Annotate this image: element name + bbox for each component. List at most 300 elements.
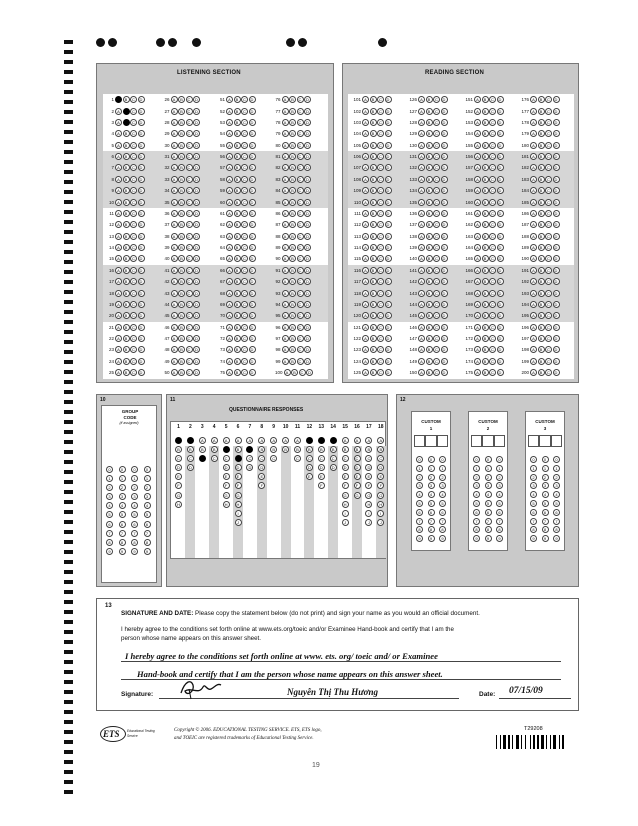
listening-answer-bubble[interactable]: A: [282, 233, 289, 240]
custom-bubble[interactable]: 2: [496, 474, 503, 481]
questionnaire-bubble[interactable]: I: [235, 510, 242, 517]
listening-answer-bubble[interactable]: A: [115, 108, 122, 115]
custom-bubble[interactable]: 6: [542, 509, 549, 516]
custom-bubble[interactable]: 1: [473, 465, 480, 472]
custom-bubble[interactable]: 0: [542, 456, 549, 463]
questionnaire-bubble[interactable]: D: [246, 464, 253, 471]
reading-answer-bubble[interactable]: D: [497, 164, 504, 171]
listening-answer-bubble[interactable]: B: [289, 221, 296, 228]
listening-answer-bubble[interactable]: C: [297, 324, 304, 331]
listening-answer-bubble[interactable]: A: [115, 369, 122, 376]
reading-answer-bubble[interactable]: D: [497, 358, 504, 365]
listening-answer-bubble[interactable]: D: [193, 335, 200, 342]
listening-answer-bubble[interactable]: D: [138, 290, 145, 297]
listening-answer-bubble[interactable]: C: [186, 267, 193, 274]
listening-answer-bubble[interactable]: D: [249, 324, 256, 331]
reading-answer-bubble[interactable]: D: [385, 187, 392, 194]
reading-answer-bubble[interactable]: B: [370, 142, 377, 149]
reading-answer-bubble[interactable]: D: [385, 233, 392, 240]
listening-answer-bubble[interactable]: B: [178, 153, 185, 160]
listening-answer-bubble[interactable]: D: [304, 244, 311, 251]
reading-answer-bubble[interactable]: A: [474, 233, 481, 240]
reading-answer-bubble[interactable]: B: [370, 290, 377, 297]
questionnaire-bubble[interactable]: H: [223, 501, 230, 508]
listening-answer-bubble[interactable]: D: [304, 346, 311, 353]
reading-answer-bubble[interactable]: A: [474, 130, 481, 137]
listening-answer-bubble[interactable]: D: [304, 153, 311, 160]
reading-answer-bubble[interactable]: C: [489, 312, 496, 319]
reading-answer-bubble[interactable]: A: [418, 358, 425, 365]
reading-answer-bubble[interactable]: A: [362, 199, 369, 206]
listening-answer-bubble[interactable]: D: [193, 187, 200, 194]
listening-answer-bubble[interactable]: B: [289, 164, 296, 171]
listening-answer-bubble[interactable]: D: [249, 255, 256, 262]
listening-answer-bubble[interactable]: A: [115, 187, 122, 194]
listening-answer-bubble[interactable]: B: [289, 108, 296, 115]
reading-answer-bubble[interactable]: B: [482, 244, 489, 251]
custom-bubble[interactable]: 6: [496, 509, 503, 516]
listening-answer-bubble[interactable]: C: [186, 301, 193, 308]
listening-answer-bubble[interactable]: D: [138, 176, 145, 183]
questionnaire-bubble[interactable]: G: [343, 492, 347, 498]
questionnaire-bubble[interactable]: H: [377, 501, 384, 508]
reading-answer-bubble[interactable]: B: [482, 358, 489, 365]
reading-answer-bubble[interactable]: C: [489, 335, 496, 342]
reading-answer-bubble[interactable]: B: [426, 244, 433, 251]
reading-answer-bubble[interactable]: C: [377, 221, 384, 228]
reading-answer-bubble[interactable]: D: [553, 210, 560, 217]
reading-answer-bubble[interactable]: B: [482, 187, 489, 194]
questionnaire-bubble[interactable]: C: [258, 455, 265, 462]
reading-answer-bubble[interactable]: B: [538, 358, 545, 365]
listening-answer-bubble[interactable]: A: [171, 96, 178, 103]
reading-answer-bubble[interactable]: A: [530, 369, 537, 376]
listening-answer-bubble[interactable]: D: [304, 221, 311, 228]
custom-bubble[interactable]: 5: [530, 500, 537, 507]
reading-answer-bubble[interactable]: B: [538, 244, 545, 251]
questionnaire-bubble[interactable]: D: [235, 464, 242, 471]
listening-answer-bubble[interactable]: A: [282, 142, 289, 149]
questionnaire-bubble[interactable]: B: [342, 446, 349, 453]
group-code-bubble[interactable]: 4: [119, 502, 126, 509]
questionnaire-bubble[interactable]: A: [377, 437, 384, 444]
listening-answer-bubble[interactable]: D: [138, 210, 145, 217]
listening-answer-bubble[interactable]: A: [115, 164, 122, 171]
listening-answer-bubble[interactable]: A: [115, 290, 122, 297]
reading-answer-bubble[interactable]: D: [385, 290, 392, 297]
reading-answer-bubble[interactable]: C: [489, 324, 496, 331]
reading-answer-bubble[interactable]: C: [433, 278, 440, 285]
listening-answer-bubble[interactable]: B: [234, 267, 241, 274]
reading-answer-bubble[interactable]: D: [497, 187, 504, 194]
listening-answer-bubble[interactable]: C: [130, 255, 137, 262]
listening-answer-bubble[interactable]: B: [289, 142, 296, 149]
reading-answer-bubble[interactable]: A: [474, 346, 481, 353]
listening-answer-bubble[interactable]: A: [115, 176, 122, 183]
listening-answer-bubble[interactable]: C: [186, 164, 193, 171]
reading-answer-bubble[interactable]: B: [538, 335, 545, 342]
listening-answer-bubble[interactable]: B: [178, 335, 185, 342]
questionnaire-bubble[interactable]: B: [354, 446, 361, 453]
listening-answer-bubble[interactable]: C: [186, 96, 193, 103]
reading-answer-bubble[interactable]: C: [489, 130, 496, 137]
custom-bubble[interactable]: 5: [542, 500, 549, 507]
reading-answer-bubble[interactable]: D: [385, 164, 392, 171]
listening-answer-bubble[interactable]: B: [289, 301, 296, 308]
questionnaire-bubble[interactable]: E: [342, 473, 349, 480]
reading-answer-bubble[interactable]: C: [433, 210, 440, 217]
reading-answer-bubble[interactable]: C: [489, 369, 496, 376]
listening-answer-bubble[interactable]: D: [249, 233, 256, 240]
reading-answer-bubble[interactable]: B: [426, 221, 433, 228]
custom-bubble[interactable]: 3: [428, 482, 435, 489]
reading-answer-bubble[interactable]: D: [553, 119, 560, 126]
reading-answer-bubble[interactable]: D: [441, 290, 448, 297]
reading-answer-bubble[interactable]: A: [530, 335, 537, 342]
listening-answer-bubble[interactable]: A: [171, 199, 178, 206]
listening-answer-bubble[interactable]: D: [249, 278, 256, 285]
reading-answer-bubble[interactable]: A: [530, 187, 537, 194]
questionnaire-bubble[interactable]: E: [306, 473, 313, 480]
reading-answer-bubble[interactable]: C: [433, 244, 440, 251]
listening-answer-bubble[interactable]: A: [171, 278, 178, 285]
reading-answer-bubble[interactable]: D: [441, 142, 448, 149]
reading-answer-bubble[interactable]: B: [426, 255, 433, 262]
reading-answer-bubble[interactable]: B: [538, 210, 545, 217]
listening-answer-bubble[interactable]: C: [297, 312, 304, 319]
reading-answer-bubble[interactable]: A: [418, 335, 425, 342]
listening-answer-bubble[interactable]: C: [130, 210, 137, 217]
listening-answer-bubble[interactable]: D: [193, 221, 200, 228]
reading-answer-bubble[interactable]: C: [433, 324, 440, 331]
questionnaire-bubble[interactable]: B: [211, 446, 218, 453]
listening-answer-bubble[interactable]: C: [297, 142, 304, 149]
listening-answer-bubble[interactable]: A: [171, 301, 178, 308]
questionnaire-bubble[interactable]: A: [258, 437, 265, 444]
listening-answer-bubble[interactable]: D: [193, 199, 200, 206]
listening-answer-bubble[interactable]: B: [234, 346, 241, 353]
listening-answer-bubble[interactable]: A: [171, 119, 178, 126]
reading-answer-bubble[interactable]: A: [362, 233, 369, 240]
reading-answer-bubble[interactable]: A: [418, 255, 425, 262]
listening-answer-bubble[interactable]: B: [123, 312, 130, 319]
questionnaire-bubble[interactable]: E: [258, 473, 265, 480]
questionnaire-bubble[interactable]: A: [235, 437, 242, 444]
listening-answer-bubble[interactable]: D: [249, 346, 256, 353]
reading-answer-bubble[interactable]: A: [474, 199, 481, 206]
reading-answer-bubble[interactable]: A: [362, 108, 369, 115]
reading-answer-bubble[interactable]: C: [489, 164, 496, 171]
reading-answer-bubble[interactable]: D: [553, 312, 560, 319]
listening-answer-bubble[interactable]: A: [226, 142, 233, 149]
listening-answer-bubble[interactable]: D: [249, 130, 256, 137]
reading-answer-bubble[interactable]: A: [418, 210, 425, 217]
reading-answer-bubble[interactable]: B: [370, 176, 377, 183]
listening-answer-bubble[interactable]: D: [193, 301, 200, 308]
listening-answer-bubble[interactable]: D: [249, 267, 256, 274]
questionnaire-bubble[interactable]: [223, 446, 230, 453]
reading-answer-bubble[interactable]: D: [441, 244, 448, 251]
listening-answer-bubble[interactable]: B: [178, 369, 185, 376]
listening-answer-bubble[interactable]: C: [130, 358, 137, 365]
reading-answer-bubble[interactable]: A: [362, 301, 369, 308]
reading-answer-bubble[interactable]: B: [482, 176, 489, 183]
reading-answer-bubble[interactable]: D: [497, 210, 504, 217]
reading-answer-bubble[interactable]: C: [433, 108, 440, 115]
reading-answer-bubble[interactable]: B: [426, 153, 433, 160]
listening-answer-bubble[interactable]: A: [171, 221, 178, 228]
questionnaire-bubble[interactable]: I: [377, 510, 384, 517]
listening-answer-bubble[interactable]: C: [241, 153, 248, 160]
reading-answer-bubble[interactable]: D: [385, 267, 392, 274]
custom-bubble[interactable]: 9: [496, 535, 503, 542]
group-code-bubble[interactable]: 8: [131, 539, 138, 546]
reading-answer-bubble[interactable]: B: [482, 312, 489, 319]
custom-bubble[interactable]: 3: [439, 482, 446, 489]
listening-answer-bubble[interactable]: B: [234, 108, 241, 115]
listening-answer-bubble[interactable]: B: [123, 164, 130, 171]
listening-answer-bubble[interactable]: A: [282, 358, 289, 365]
custom-bubble[interactable]: 1: [496, 465, 503, 472]
reading-answer-bubble[interactable]: D: [441, 369, 448, 376]
reading-answer-bubble[interactable]: A: [362, 290, 369, 297]
reading-answer-bubble[interactable]: B: [482, 290, 489, 297]
reading-answer-bubble[interactable]: D: [441, 324, 448, 331]
listening-answer-bubble[interactable]: D: [304, 324, 311, 331]
reading-answer-bubble[interactable]: A: [530, 199, 537, 206]
questionnaire-bubble[interactable]: D: [318, 464, 325, 471]
listening-answer-bubble[interactable]: A: [115, 244, 122, 251]
reading-answer-bubble[interactable]: A: [418, 187, 425, 194]
listening-answer-bubble[interactable]: D: [304, 301, 311, 308]
listening-answer-bubble[interactable]: C: [130, 278, 137, 285]
listening-answer-bubble[interactable]: D: [138, 301, 145, 308]
listening-answer-bubble[interactable]: C: [241, 290, 248, 297]
questionnaire-bubble[interactable]: G: [176, 492, 181, 498]
listening-answer-bubble[interactable]: C: [241, 267, 248, 274]
questionnaire-bubble[interactable]: [318, 437, 325, 444]
custom-bubble[interactable]: 5: [428, 500, 435, 507]
custom-bubble[interactable]: 8: [530, 526, 537, 533]
reading-answer-bubble[interactable]: B: [482, 335, 489, 342]
listening-answer-bubble[interactable]: B: [234, 210, 241, 217]
listening-answer-bubble[interactable]: B: [234, 255, 241, 262]
questionnaire-bubble[interactable]: J: [377, 519, 384, 526]
custom-bubble[interactable]: 1: [553, 465, 560, 472]
reading-answer-bubble[interactable]: A: [530, 324, 537, 331]
questionnaire-bubble[interactable]: A: [270, 437, 277, 444]
listening-answer-bubble[interactable]: C: [130, 108, 137, 115]
listening-answer-bubble[interactable]: A: [171, 130, 178, 137]
listening-answer-bubble[interactable]: D: [193, 278, 200, 285]
group-code-bubble[interactable]: 8: [144, 539, 151, 546]
reading-answer-bubble[interactable]: C: [489, 244, 496, 251]
custom-bubble[interactable]: 4: [416, 491, 423, 498]
listening-answer-bubble[interactable]: A: [226, 324, 233, 331]
reading-answer-bubble[interactable]: A: [418, 176, 425, 183]
reading-answer-bubble[interactable]: C: [377, 142, 384, 149]
listening-answer-bubble[interactable]: D: [304, 199, 311, 206]
listening-answer-bubble[interactable]: A: [115, 221, 122, 228]
custom-bubble[interactable]: 3: [485, 482, 492, 489]
reading-answer-bubble[interactable]: C: [377, 369, 384, 376]
listening-answer-bubble[interactable]: D: [304, 187, 311, 194]
listening-answer-bubble[interactable]: B: [234, 199, 241, 206]
listening-answer-bubble[interactable]: A: [171, 164, 178, 171]
reading-answer-bubble[interactable]: A: [530, 278, 537, 285]
listening-answer-bubble[interactable]: B: [289, 233, 296, 240]
reading-answer-bubble[interactable]: D: [385, 142, 392, 149]
listening-answer-bubble[interactable]: D: [249, 199, 256, 206]
listening-answer-bubble[interactable]: A: [115, 312, 122, 319]
reading-answer-bubble[interactable]: C: [545, 221, 552, 228]
reading-answer-bubble[interactable]: D: [441, 210, 448, 217]
listening-answer-bubble[interactable]: A: [226, 176, 233, 183]
reading-answer-bubble[interactable]: B: [426, 210, 433, 217]
questionnaire-bubble[interactable]: C: [306, 455, 313, 462]
questionnaire-bubble[interactable]: C: [377, 455, 384, 462]
listening-answer-bubble[interactable]: B: [234, 335, 241, 342]
reading-answer-bubble[interactable]: B: [426, 312, 433, 319]
listening-answer-bubble[interactable]: B: [178, 176, 185, 183]
questionnaire-bubble[interactable]: J: [342, 519, 349, 526]
reading-answer-bubble[interactable]: D: [553, 199, 560, 206]
custom-bubble[interactable]: 4: [485, 491, 492, 498]
listening-answer-bubble[interactable]: B: [234, 187, 241, 194]
questionnaire-bubble[interactable]: F: [354, 482, 361, 489]
listening-answer-bubble[interactable]: C: [241, 301, 248, 308]
group-code-bubble[interactable]: 5: [144, 511, 151, 518]
listening-answer-bubble[interactable]: C: [186, 199, 193, 206]
reading-answer-bubble[interactable]: A: [418, 244, 425, 251]
reading-answer-bubble[interactable]: C: [377, 290, 384, 297]
reading-answer-bubble[interactable]: D: [497, 301, 504, 308]
group-code-bubble[interactable]: 4: [144, 502, 151, 509]
listening-answer-bubble[interactable]: C: [297, 278, 304, 285]
listening-answer-bubble[interactable]: D: [249, 290, 256, 297]
reading-answer-bubble[interactable]: A: [474, 221, 481, 228]
reading-answer-bubble[interactable]: D: [497, 255, 504, 262]
questionnaire-bubble[interactable]: C: [365, 455, 372, 462]
listening-answer-bubble[interactable]: A: [282, 187, 289, 194]
custom-bubble[interactable]: 8: [496, 526, 503, 533]
listening-answer-bubble[interactable]: B: [123, 187, 130, 194]
custom-bubble[interactable]: 3: [473, 482, 480, 489]
listening-answer-bubble[interactable]: C: [186, 187, 193, 194]
custom-bubble[interactable]: 7: [416, 518, 423, 525]
listening-answer-bubble[interactable]: C: [241, 312, 248, 319]
custom-bubble[interactable]: 5: [496, 500, 503, 507]
reading-answer-bubble[interactable]: B: [538, 130, 545, 137]
questionnaire-bubble[interactable]: F: [377, 482, 384, 489]
listening-answer-bubble[interactable]: B: [178, 199, 185, 206]
reading-answer-bubble[interactable]: B: [538, 233, 545, 240]
reading-answer-bubble[interactable]: B: [370, 153, 377, 160]
listening-answer-bubble[interactable]: C: [241, 164, 248, 171]
custom-bubble[interactable]: 1: [416, 465, 423, 472]
listening-answer-bubble[interactable]: C: [130, 221, 137, 228]
reading-answer-bubble[interactable]: C: [433, 312, 440, 319]
listening-answer-bubble[interactable]: B: [234, 369, 241, 376]
listening-answer-bubble[interactable]: D: [193, 369, 200, 376]
reading-answer-bubble[interactable]: A: [474, 358, 481, 365]
listening-answer-bubble[interactable]: D: [193, 210, 200, 217]
reading-answer-bubble[interactable]: B: [370, 164, 377, 171]
listening-answer-bubble[interactable]: B: [123, 290, 130, 297]
listening-answer-bubble[interactable]: B: [123, 301, 130, 308]
questionnaire-bubble[interactable]: G: [236, 492, 240, 498]
custom-bubble[interactable]: 7: [485, 518, 492, 525]
questionnaire-bubble[interactable]: C: [342, 455, 349, 462]
reading-answer-bubble[interactable]: A: [474, 278, 481, 285]
listening-answer-bubble[interactable]: B: [123, 346, 130, 353]
listening-answer-bubble[interactable]: C: [241, 96, 248, 103]
questionnaire-bubble[interactable]: F: [258, 482, 265, 489]
listening-answer-bubble[interactable]: B: [289, 324, 296, 331]
questionnaire-bubble[interactable]: B: [235, 446, 242, 453]
listening-answer-bubble[interactable]: D: [249, 335, 256, 342]
reading-answer-bubble[interactable]: B: [482, 142, 489, 149]
reading-answer-bubble[interactable]: C: [545, 119, 552, 126]
reading-answer-bubble[interactable]: C: [377, 164, 384, 171]
listening-answer-bubble[interactable]: B: [289, 176, 296, 183]
reading-answer-bubble[interactable]: D: [441, 346, 448, 353]
reading-answer-bubble[interactable]: D: [553, 176, 560, 183]
reading-answer-bubble[interactable]: D: [553, 221, 560, 228]
reading-answer-bubble[interactable]: B: [538, 164, 545, 171]
reading-answer-bubble[interactable]: B: [370, 199, 377, 206]
reading-answer-bubble[interactable]: D: [385, 335, 392, 342]
custom-bubble[interactable]: 7: [496, 518, 503, 525]
custom-bubble[interactable]: 0: [553, 456, 560, 463]
reading-answer-bubble[interactable]: C: [489, 176, 496, 183]
reading-answer-bubble[interactable]: D: [385, 221, 392, 228]
listening-answer-bubble[interactable]: C: [241, 335, 248, 342]
listening-answer-bubble[interactable]: C: [299, 369, 306, 376]
listening-answer-bubble[interactable]: D: [138, 233, 145, 240]
listening-answer-bubble[interactable]: C: [130, 176, 137, 183]
reading-answer-bubble[interactable]: D: [385, 278, 392, 285]
reading-answer-bubble[interactable]: C: [377, 187, 384, 194]
questionnaire-bubble[interactable]: B: [199, 446, 206, 453]
questionnaire-bubble[interactable]: [246, 446, 253, 453]
listening-answer-bubble[interactable]: D: [138, 312, 145, 319]
reading-answer-bubble[interactable]: B: [482, 369, 489, 376]
reading-answer-bubble[interactable]: C: [545, 301, 552, 308]
listening-answer-bubble[interactable]: D: [193, 108, 200, 115]
listening-answer-bubble[interactable]: A: [226, 153, 233, 160]
listening-answer-bubble[interactable]: A: [171, 346, 178, 353]
custom-bubble[interactable]: 9: [553, 535, 560, 542]
reading-answer-bubble[interactable]: C: [377, 301, 384, 308]
custom-bubble[interactable]: 8: [553, 526, 560, 533]
custom-bubble[interactable]: 0: [530, 456, 537, 463]
reading-answer-bubble[interactable]: D: [497, 176, 504, 183]
reading-answer-bubble[interactable]: C: [545, 96, 552, 103]
listening-answer-bubble[interactable]: C: [186, 130, 193, 137]
reading-answer-bubble[interactable]: B: [538, 221, 545, 228]
reading-answer-bubble[interactable]: A: [530, 312, 537, 319]
questionnaire-bubble[interactable]: A: [223, 437, 230, 444]
reading-answer-bubble[interactable]: C: [489, 267, 496, 274]
reading-answer-bubble[interactable]: D: [497, 244, 504, 251]
questionnaire-bubble[interactable]: E: [377, 473, 384, 480]
listening-answer-bubble[interactable]: A: [226, 164, 233, 171]
reading-answer-bubble[interactable]: A: [530, 96, 537, 103]
reading-answer-bubble[interactable]: A: [362, 176, 369, 183]
group-code-bubble[interactable]: 0: [144, 466, 151, 473]
reading-answer-bubble[interactable]: D: [441, 267, 448, 274]
